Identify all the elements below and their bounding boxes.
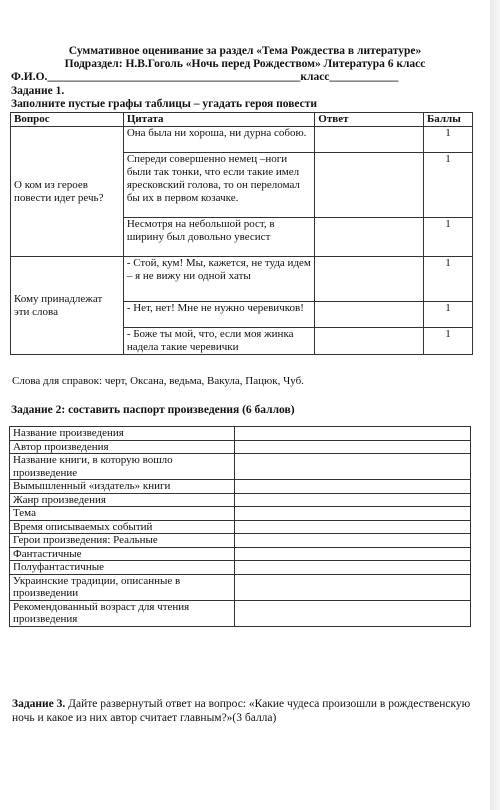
task1-title: Задание 1. — [11, 85, 65, 97]
score-cell: 1 — [424, 302, 473, 328]
table-row — [10, 480, 471, 494]
column-header-answer: Ответ — [315, 113, 424, 127]
passport-answer-cell[interactable] — [235, 427, 471, 441]
table-row — [10, 427, 471, 441]
answer-cell[interactable] — [315, 153, 424, 218]
passport-label: Полуфантастичные — [10, 561, 235, 575]
table-row — [10, 454, 471, 480]
table-row — [10, 534, 471, 548]
column-header-question: Вопрос — [11, 113, 124, 127]
table-row — [10, 574, 471, 600]
column-header-quote: Цитата — [123, 113, 314, 127]
page-edge — [490, 0, 500, 810]
passport-label: Рекомендованный возраст для чтения произведения — [10, 600, 235, 626]
passport-label: Автор произведения — [10, 440, 235, 454]
column-header-score: Баллы — [424, 113, 473, 127]
task1-instruction: Заполните пустые графы таблицы – угадать героя повести — [11, 98, 318, 110]
passport-label: Название произведения — [10, 427, 235, 441]
passport-answer-cell[interactable] — [235, 534, 471, 548]
answer-cell[interactable] — [315, 328, 424, 355]
quote-cell: - Боже ты мой, что, если моя жинка надела такие черевички — [123, 328, 314, 355]
passport-answer-cell[interactable] — [235, 507, 471, 521]
task1-table — [10, 112, 473, 355]
passport-label: Украинские традиции, описанные в произведении — [10, 574, 235, 600]
task3-question: Дайте развернутый ответ на вопрос: «Какие чудеса произошли в рождественскую ночь и какое из них автор считает главным?»(3 балла) — [12, 698, 471, 724]
task2-passport-table — [9, 426, 471, 627]
table-row — [10, 547, 471, 561]
score-cell: 1 — [424, 328, 473, 355]
table-header-row — [11, 113, 473, 127]
table-row — [11, 127, 473, 153]
table-row — [10, 561, 471, 575]
score-cell: 1 — [424, 127, 473, 153]
score-cell: 1 — [424, 153, 473, 218]
page-title: Суммативное оценивание за раздел «Тема Рождества в литературе» — [68, 45, 422, 57]
table-row — [10, 493, 471, 507]
passport-label: Вымышленный «издатель» книги — [10, 480, 235, 494]
question-cell-whose: Кому принадлежат эти слова — [11, 257, 124, 355]
table-row — [10, 507, 471, 521]
answer-cell[interactable] — [315, 218, 424, 257]
table-row — [10, 520, 471, 534]
question-cell-who: О ком из героев повести идет речь? — [11, 127, 124, 257]
table-row — [10, 600, 471, 626]
answer-cell[interactable] — [315, 302, 424, 328]
score-cell: 1 — [424, 257, 473, 302]
name-class-line: Ф.И.О.____________________________________________класс____________ — [11, 71, 399, 83]
quote-cell: Несмотря на небольшой рост, в ширину был довольно увесист — [123, 218, 314, 257]
quote-cell: Она была ни хороша, ни дурна собою. — [123, 127, 314, 153]
passport-answer-cell[interactable] — [235, 520, 471, 534]
passport-answer-cell[interactable] — [235, 600, 471, 626]
passport-answer-cell[interactable] — [235, 493, 471, 507]
passport-label: Тема — [10, 507, 235, 521]
passport-answer-cell[interactable] — [235, 454, 471, 480]
score-cell: 1 — [424, 218, 473, 257]
task3-label: Задание 3. — [12, 698, 66, 710]
quote-cell: - Стой, кум! Мы, кажется, не туда идем – я не вижу ни одной хаты — [123, 257, 314, 302]
answer-cell[interactable] — [315, 127, 424, 153]
passport-answer-cell[interactable] — [235, 547, 471, 561]
passport-answer-cell[interactable] — [235, 480, 471, 494]
passport-label: Время описываемых событий — [10, 520, 235, 534]
reference-words: Слова для справок: черт, Оксана, ведьма, Вакула, Пацюк, Чуб. — [12, 375, 304, 387]
passport-label: Название книги, в которую вошло произведение — [10, 454, 235, 480]
quote-cell: - Нет, нет! Мне не нужно черевичков! — [123, 302, 314, 328]
passport-label: Герои произведения: Реальные — [10, 534, 235, 548]
task3-block — [12, 697, 482, 725]
passport-answer-cell[interactable] — [235, 574, 471, 600]
page-subtitle: Подраздел: Н.В.Гоголь «Ночь перед Рождеством» Литература 6 класс — [64, 58, 426, 70]
passport-label: Фантастичные — [10, 547, 235, 561]
task2-title: Задание 2: составить паспорт произведения (6 баллов) — [11, 404, 295, 416]
quote-cell: Спереди совершенно немец –ноги были так тонки, что если такие имел яресковский голова, то он переломал бы их в первом козачке. — [123, 153, 314, 218]
table-row — [11, 257, 473, 302]
answer-cell[interactable] — [315, 257, 424, 302]
table-row — [10, 440, 471, 454]
passport-answer-cell[interactable] — [235, 561, 471, 575]
passport-label: Жанр произведения — [10, 493, 235, 507]
passport-answer-cell[interactable] — [235, 440, 471, 454]
